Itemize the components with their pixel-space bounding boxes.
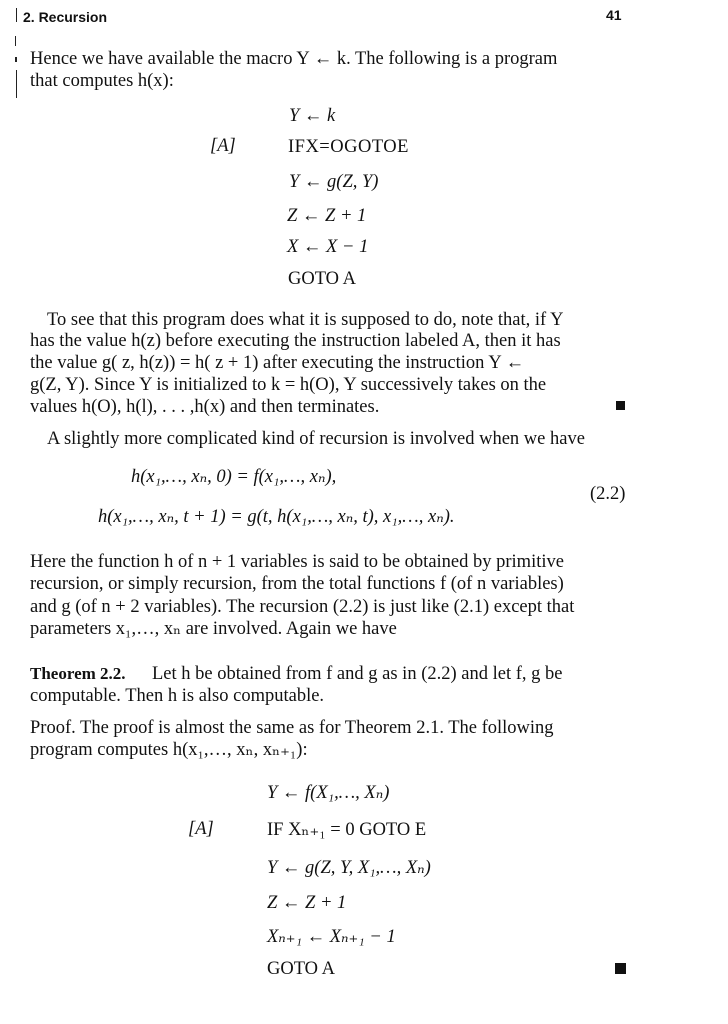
para1-line: the value g( z, h(z)) = h( z + 1) after executing the instruction Y ←: [30, 353, 525, 373]
program1-line: Y ← k: [289, 106, 336, 126]
margin-mark: [15, 57, 17, 62]
para1-line: g(Z, Y). Since Y is initialized to k = h(O), Y successively takes on the: [30, 375, 547, 395]
program1-line: Z ← Z + 1: [287, 206, 367, 226]
proof-line-2: program computes h(x₁,…, xₙ, xₙ₊₁):: [30, 740, 308, 760]
running-head: 2. Recursion: [23, 9, 108, 25]
para3-line: parameters x₁,…, xₙ are involved. Again we have: [30, 619, 397, 639]
program1-line: X ← X − 1: [287, 237, 369, 257]
program1-label: [A]: [210, 136, 236, 156]
para1-line: has the value h(z) before executing the instruction labeled A, then it has: [30, 331, 561, 351]
equation-number: (2.2): [590, 484, 626, 504]
program2-line: Xₙ₊₁ ← Xₙ₊₁ − 1: [267, 927, 396, 947]
theorem-heading: Theorem 2.2.: [30, 664, 126, 683]
program2-line: GOTO A: [267, 959, 336, 979]
qed-mark: [615, 963, 626, 974]
margin-mark: [16, 8, 17, 22]
program2-line: Y ← f(X₁,…, Xₙ): [267, 783, 390, 803]
program2-line: Y ← g(Z, Y, X₁,…, Xₙ): [267, 858, 431, 878]
program2-label: [A]: [188, 819, 214, 839]
theorem-line-1: Let h be obtained from f and g as in (2.2) and let f, g be: [152, 664, 563, 684]
theorem-line-2: computable. Then h is also computable.: [30, 686, 325, 706]
margin-mark: [16, 70, 17, 98]
program2-line: IF Xₙ₊₁ = 0 GOTO E: [267, 820, 427, 840]
proof-line-1: Proof. The proof is almost the same as for Theorem 2.1. The following: [30, 718, 554, 738]
para3-line: Here the function h of n + 1 variables is said to be obtained by primitive: [30, 552, 564, 572]
para2-line: A slightly more complicated kind of recursion is involved when we have: [47, 429, 585, 449]
para3-line: and g (of n + 2 variables). The recursion (2.2) is just like (2.1) except that: [30, 597, 575, 617]
margin-mark: [15, 36, 16, 46]
program1-line: Y ← g(Z, Y): [289, 172, 379, 192]
para1-line: To see that this program does what it is supposed to do, note that, if Y: [47, 310, 564, 330]
equation-line-2: h(x₁,…, xₙ, t + 1) = g(t, h(x₁,…, xₙ, t), x₁,…, xₙ).: [98, 507, 455, 527]
program1-line: GOTO A: [288, 269, 357, 289]
equation-line-1: h(x₁,…, xₙ, 0) = f(x₁,…, xₙ),: [131, 467, 337, 487]
program2-line: Z ← Z + 1: [267, 893, 347, 913]
program1-line: IFX=OGOTOE: [288, 137, 409, 157]
para3-line: recursion, or simply recursion, from the total functions f (of n variables): [30, 574, 564, 594]
qed-mark: [616, 401, 625, 410]
intro-line-2: that computes h(x):: [30, 71, 174, 91]
intro-line-1: Hence we have available the macro Y ← k. The following is a program: [30, 49, 558, 69]
page-number: 41: [606, 7, 622, 23]
para1-line: values h(O), h(l), . . . ,h(x) and then terminates.: [30, 397, 380, 417]
